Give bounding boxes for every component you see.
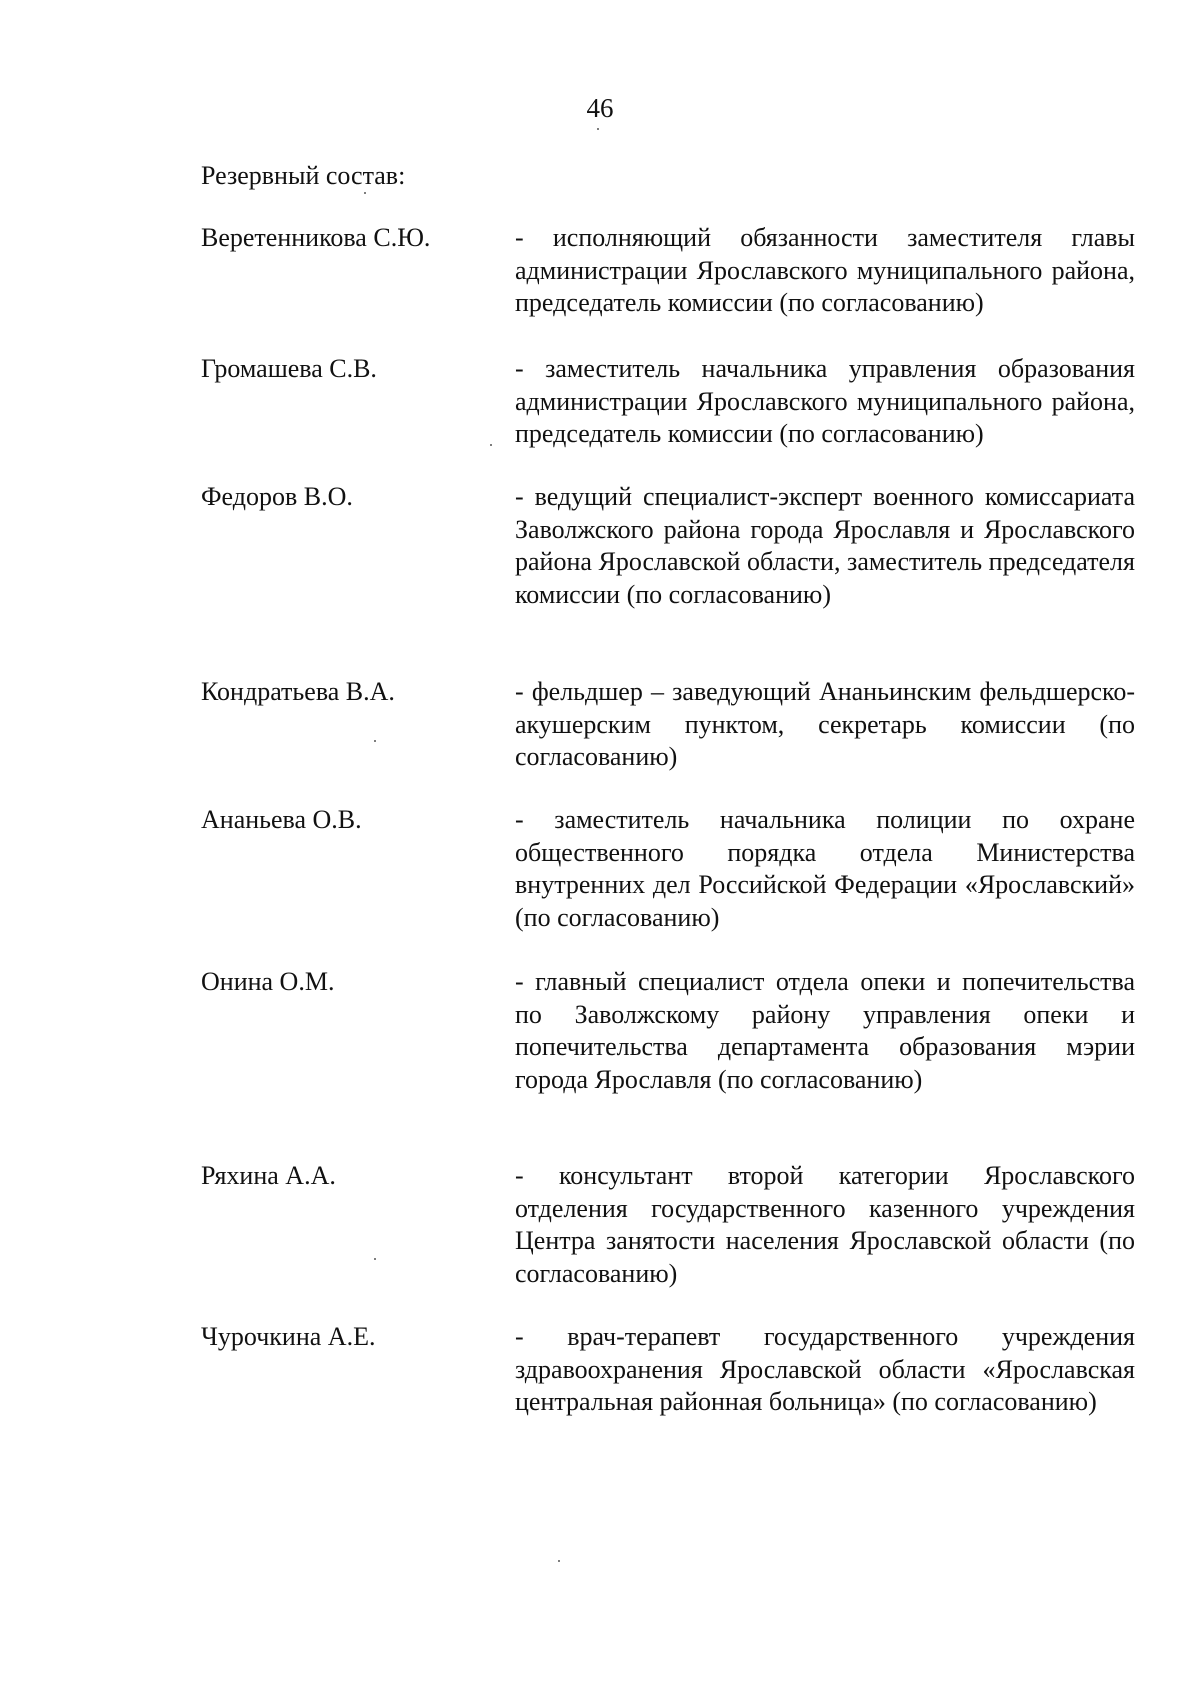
member-role: - заместитель начальника управления образования администрации Ярославского муниципального района, председатель комиссии (по согласованию) (515, 354, 1135, 448)
page-number: 46 (586, 93, 614, 123)
member-role: - консультант второй категории Ярославского отделения государственного казенного учреждения Центра занятости населения Ярославской области (по согласованию) (515, 1161, 1135, 1288)
scan-speck (374, 740, 376, 742)
member-role: - врач-терапевт государственного учреждения здравоохранения Ярославской области «Ярославская центральная районная больница» (по согласованию) (515, 1322, 1135, 1416)
scan-speck (364, 192, 366, 194)
member-name: Онина О.М. (201, 967, 335, 996)
section-title: Резервный состав: (201, 161, 406, 190)
member-role: - заместитель начальника полиции по охране общественного порядка отдела Министерства внутренних дел Российской Федерации «Ярославский» (по согласованию) (515, 805, 1135, 932)
member-role: - исполняющий обязанности заместителя главы администрации Ярославского муниципального района, председатель комиссии (по согласованию) (515, 223, 1135, 317)
member-name: Чурочкина А.Е. (201, 1322, 376, 1351)
member-role: - ведущий специалист-эксперт военного комиссариата Заволжского района города Ярославля и Ярославского района Ярославской области, заместитель председателя комиссии (по согласованию) (515, 482, 1135, 609)
scan-speck (490, 444, 492, 446)
scan-speck (374, 1258, 376, 1260)
member-name: Федоров В.О. (201, 482, 353, 511)
member-name: Громашева С.В. (201, 354, 377, 383)
member-name: Ряхина А.А. (201, 1161, 336, 1190)
member-role: - фельдшер – заведующий Ананьинским фельдшерско-акушерским пунктом, секретарь комиссии (по согласованию) (515, 677, 1135, 771)
scan-speck (558, 1560, 560, 1562)
scan-speck (597, 128, 599, 130)
member-name: Кондратьева В.А. (201, 677, 395, 706)
member-name: Веретенникова С.Ю. (201, 223, 431, 252)
member-role: - главный специалист отдела опеки и попечительства по Заволжскому району управления опеки и попечительства департамента образования мэрии города Ярославля (по согласованию) (515, 967, 1135, 1094)
member-name: Ананьева О.В. (201, 805, 362, 834)
